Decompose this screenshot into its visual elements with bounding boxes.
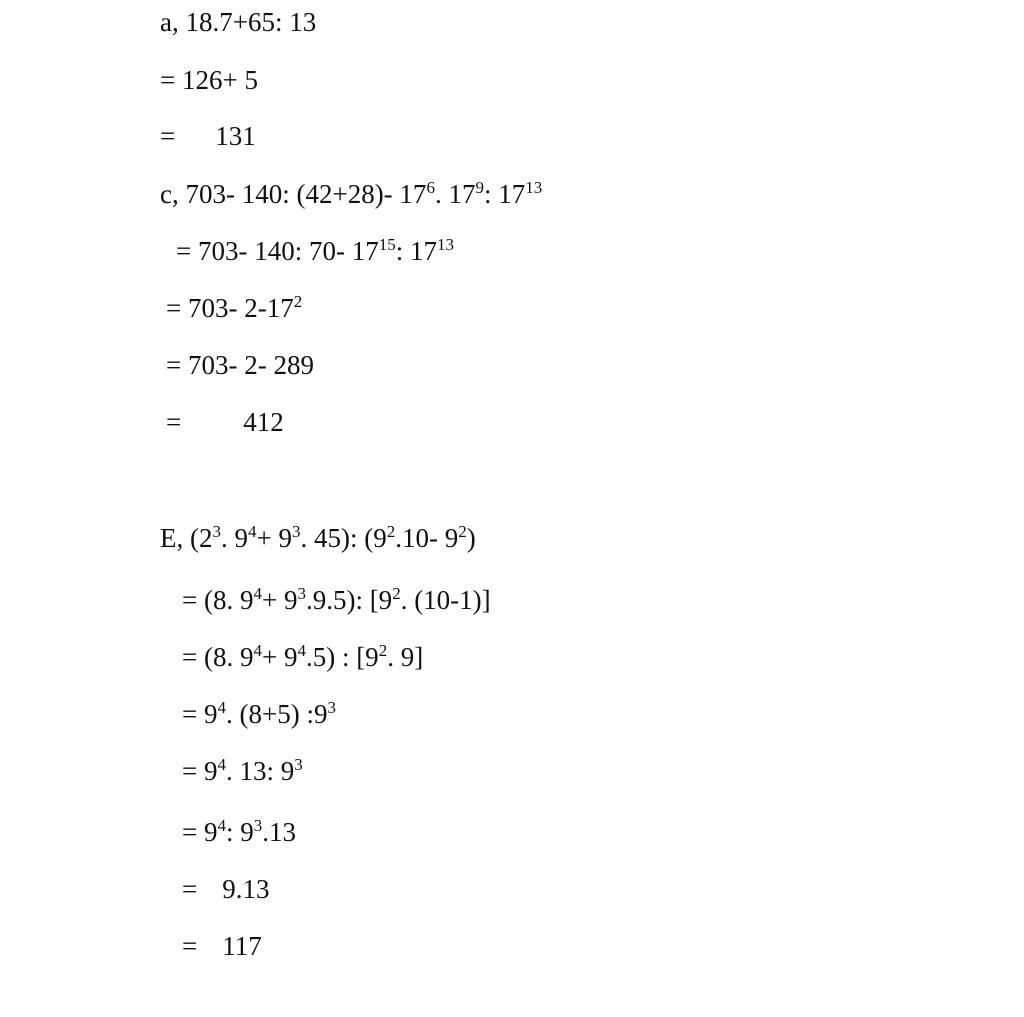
exponent: 2: [386, 522, 396, 541]
math-text: : 17: [483, 179, 526, 209]
exponent: 3: [291, 522, 301, 541]
math-text: = 9: [182, 756, 218, 786]
math-text: = 9: [182, 699, 218, 729]
exponent: 3: [327, 698, 336, 717]
math-text: : 17: [395, 236, 437, 266]
equals-sign: =: [182, 931, 198, 961]
exponent: 13: [436, 235, 454, 254]
problem-a-line-1: [160, 6, 316, 38]
math-text: = (8. 9: [182, 585, 254, 615]
exponent: 4: [253, 641, 262, 660]
math-text: + 9: [261, 585, 298, 615]
math-text: = 126+ 5: [160, 65, 258, 95]
problem-e-line-4: [182, 698, 336, 734]
exponent: 4: [217, 816, 226, 835]
problem-c-line-1: [160, 178, 542, 214]
math-text: . (8+5) :9: [225, 699, 328, 729]
equals-sign: =: [160, 121, 176, 151]
exponent: 4: [247, 522, 257, 541]
equals-sign: =: [182, 874, 198, 904]
problem-c-line-4: [166, 349, 314, 381]
math-text: E, (2: [160, 523, 213, 553]
problem-c-line-3: [166, 292, 302, 328]
exponent: 15: [378, 235, 396, 254]
math-text: . 13: 9: [225, 756, 295, 786]
exponent: 3: [297, 584, 306, 603]
math-text: = 703- 2- 289: [166, 350, 314, 380]
math-text: : 9: [225, 817, 254, 847]
math-text: = 703- 140: 70- 17: [176, 236, 379, 266]
problem-a-line-3: [160, 120, 256, 152]
exponent: 4: [297, 641, 306, 660]
math-text: .10- 9: [395, 523, 459, 553]
exponent: 13: [525, 178, 543, 197]
math-text: + 9: [261, 642, 298, 672]
math-text: . 17: [434, 179, 476, 209]
math-text: a, 18.7+65: 13: [160, 7, 317, 37]
math-result: 9.13: [222, 874, 270, 904]
problem-c-line-2: [176, 235, 454, 271]
problem-e-line-5: [182, 755, 303, 791]
math-text: = 9: [182, 817, 218, 847]
problem-c-line-5: [166, 406, 284, 438]
problem-e-line-8: [182, 930, 262, 962]
exponent: 9: [475, 178, 484, 197]
math-result: 131: [215, 121, 256, 151]
exponent: 2: [458, 522, 467, 541]
exponent: 2: [392, 584, 401, 603]
math-text: . 9]: [387, 642, 424, 672]
exponent: 3: [294, 755, 303, 774]
math-result: 117: [222, 931, 262, 961]
math-text: .5) : [9: [305, 642, 379, 672]
problem-e-line-6: [182, 816, 296, 852]
math-text: + 9: [256, 523, 292, 553]
exponent: 4: [217, 698, 226, 717]
math-text: c, 703- 140: (42+28)- 17: [160, 179, 427, 209]
exponent: 3: [253, 816, 263, 835]
math-text: = (8. 9: [182, 642, 254, 672]
math-result: 412: [243, 407, 284, 437]
exponent: 4: [217, 755, 226, 774]
math-text: ): [466, 523, 476, 553]
exponent: 2: [378, 641, 388, 660]
problem-e-line-3: [182, 641, 423, 677]
exponent: 3: [212, 522, 221, 541]
problem-e-line-7: [182, 873, 269, 905]
math-text: .9.5): [9: [305, 585, 393, 615]
exponent: 2: [293, 292, 303, 311]
problem-a-line-2: [160, 64, 258, 96]
problem-e-line-2: [182, 584, 491, 620]
math-text: . (10-1)]: [400, 585, 491, 615]
math-text: . 9: [220, 523, 248, 553]
math-text: .13: [262, 817, 296, 847]
exponent: 6: [426, 178, 435, 197]
equals-sign: =: [166, 407, 182, 437]
exponent: 4: [253, 584, 262, 603]
problem-e-line-1: [160, 522, 476, 558]
math-text: = 703- 2-17: [166, 293, 294, 323]
math-text: . 45): (9: [300, 523, 387, 553]
